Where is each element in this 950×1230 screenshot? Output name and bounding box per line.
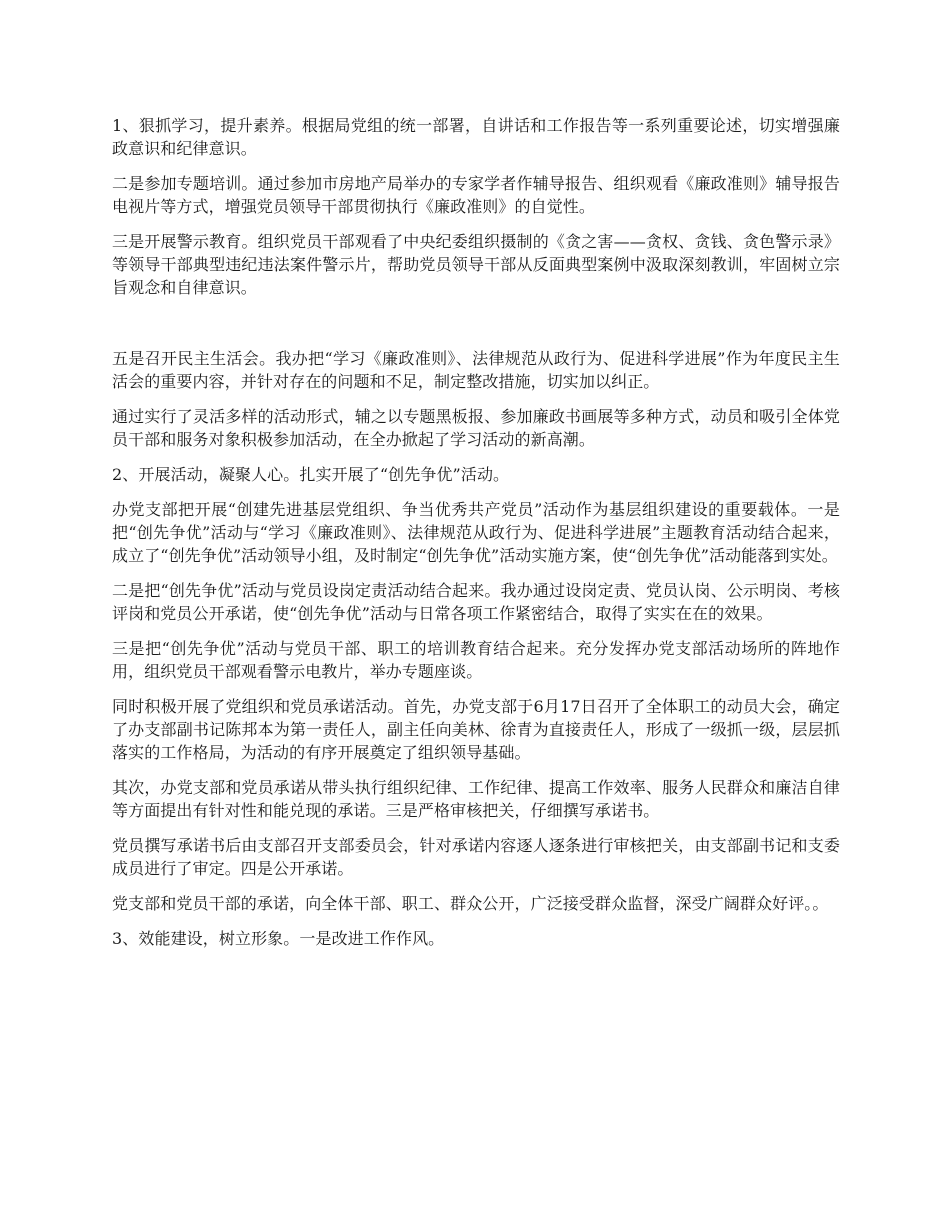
paragraph-commitment-review: 党员撰写承诺书后由支部召开支部委员会，针对承诺内容逐人逐条进行审核把关，由支部副书记和支委成员进行了审定。四是公开承诺。 (112, 836, 840, 878)
paragraph-public-commitment: 党支部和党员干部的承诺，向全体干部、职工、群众公开，广泛接受群众监督，深受广阔群众好评。。 (112, 894, 829, 913)
paragraph-commitment-activity: 同时积极开展了党组织和党员承诺活动。首先，办党支部于6月17日召开了全体职工的动员大会，确定了办支部副书记陈邦本为第一责任人，副主任向美林、徐青为直接责任人，形成了一级抓一级，层层抓落实的工作格局，为活动的有序开展奠定了组织领导基础。 (112, 697, 840, 762)
paragraph-democratic-meeting: 五是召开民主生活会。我办把“学习《廉政准则》、法律规范从政行为、促进科学进展”作为年度民主生活会的重要内容，并针对存在的问题和不足，制定整改措施，切实加以纠正。 (112, 349, 840, 391)
paragraph-activities-summary: 通过实行了灵活多样的活动形式，辅之以专题黑板报、参加廉政书画展等多种方式，动员和吸引全体党员干部和服务对象积极参加活动，在全办掀起了学习活动的新高潮。 (112, 407, 840, 449)
document-page (112, 114, 840, 962)
paragraph-post-duties: 二是把“创先争优”活动与党员设岗定责活动结合起来。我办通过设岗定责、党员认岗、公示明岗、考核评岗和党员公开承诺，使“创先争优”活动与日常各项工作紧密结合，取得了实实在在的效果。 (112, 581, 840, 623)
section-gap (112, 311, 840, 347)
paragraph-warning-education: 三是开展警示教育。组织党员干部观看了中央纪委组织摄制的《贪之害——贪权、贪钱、贪色警示录》等领导干部典型违纪违法案件警示片，帮助党员领导干部从反面典型案例中汲取深刻教训，牢固树立宗旨观念和自律意识。 (112, 232, 840, 297)
paragraph-study: 1、狠抓学习，提升素养。根据局党组的统一部署，自讲话和工作报告等一系列重要论述，切实增强廉政意识和纪律意识。 (112, 116, 840, 158)
paragraph-training-education: 三是把“创先争优”活动与党员干部、职工的培训教育结合起来。充分发挥办党支部活动场所的阵地作用，组织党员干部观看警示电教片，举办专题座谈。 (112, 639, 840, 681)
paragraph-party-branch: 办党支部把开展“创建先进基层党组织、争当优秀共产党员”活动作为基层组织建设的重要载体。一是把“创先争优”活动与“学习《廉政准则》、法律规范从政行为、促进科学进展”主题教育活动结合起来，成立了“创先争优”活动领导小组，及时制定“创先争优”活动实施方案，使“创先争优”活动能落到实处。 (112, 500, 840, 565)
paragraph-section-two: 2、开展活动，凝聚人心。扎实开展了“创先争优”活动。 (112, 465, 510, 484)
paragraph-training: 二是参加专题培训。通过参加市房地产局举办的专家学者作辅导报告、组织观看《廉政准则》辅导报告电视片等方式，增强党员领导干部贯彻执行《廉政准则》的自觉性。 (112, 174, 840, 216)
paragraph-commitment-content: 其次，办党支部和党员承诺从带头执行组织纪律、工作纪律、提高工作效率、服务人民群众和廉洁自律等方面提出有针对性和能兑现的承诺。三是严格审核把关，仔细撰写承诺书。 (112, 778, 840, 820)
paragraph-section-three: 3、效能建设，树立形象。一是改进工作作风。 (112, 929, 445, 948)
